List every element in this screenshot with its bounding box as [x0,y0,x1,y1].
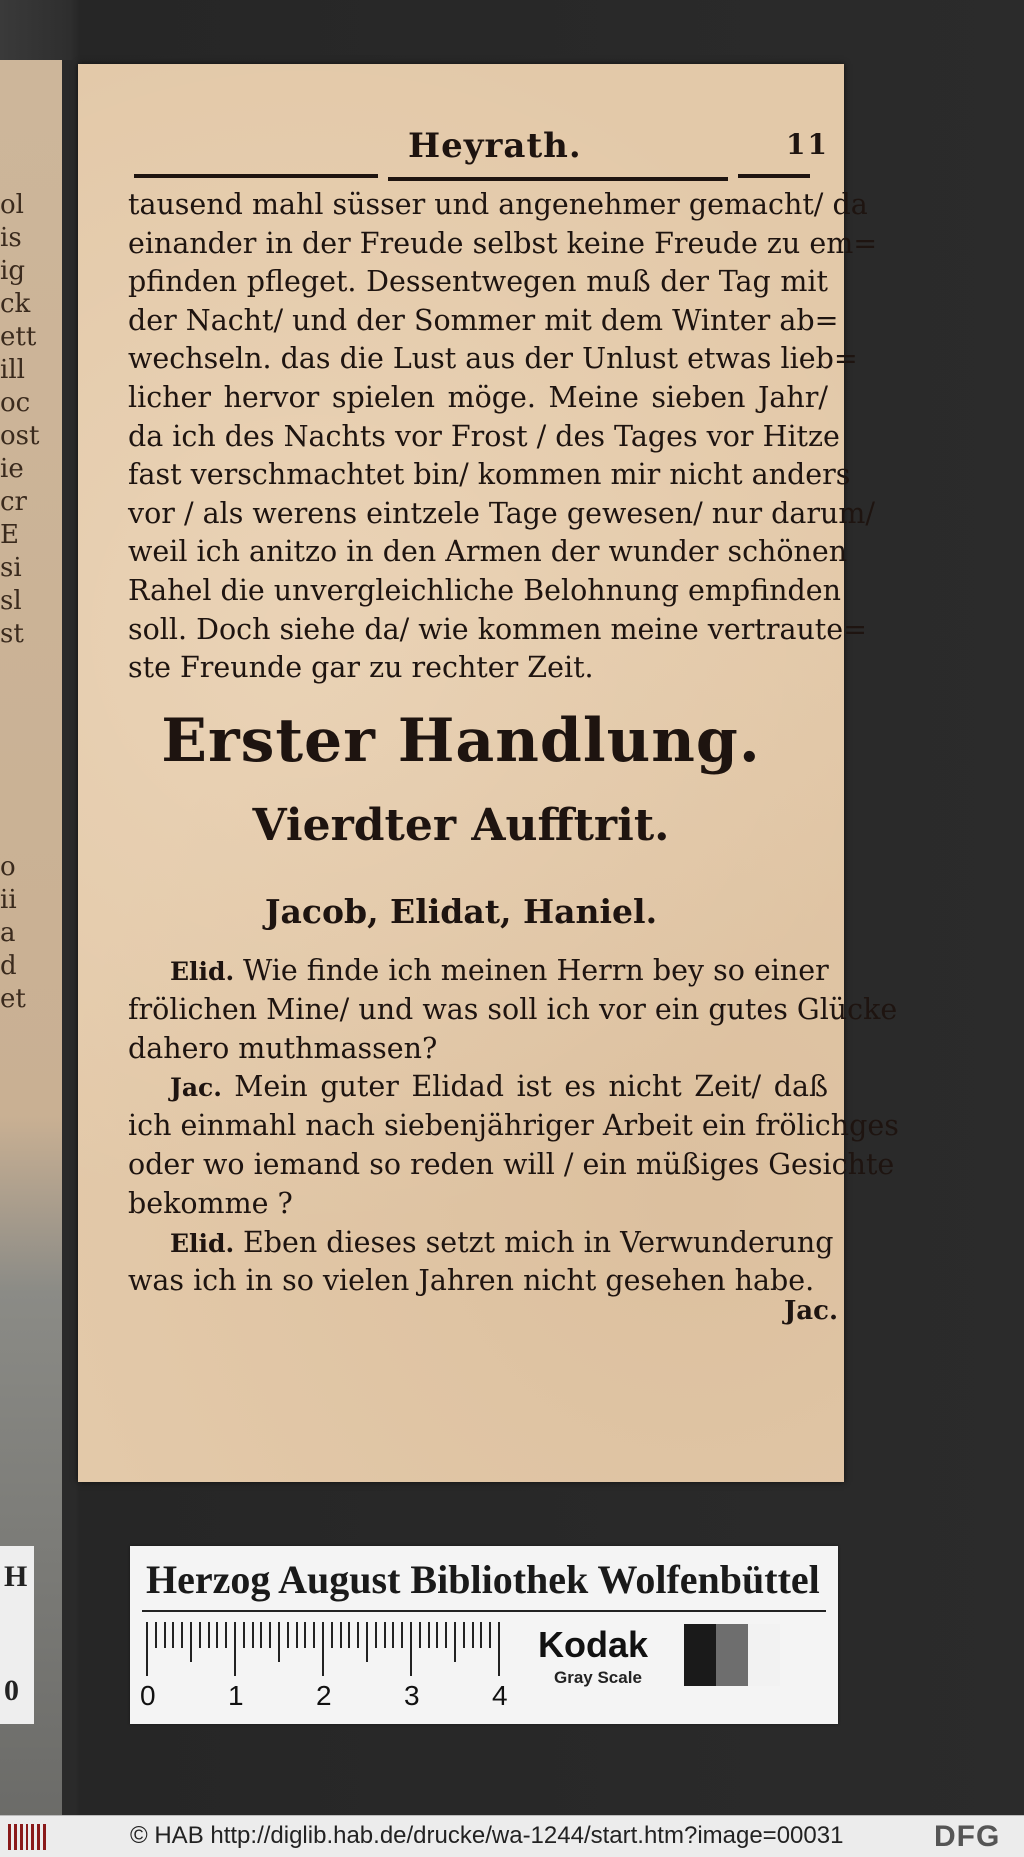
dialogue-line [128,1224,834,1263]
ruler-tick [252,1622,254,1648]
text-line: weil ich anitzo in den Armen der wunder schönen [128,535,848,569]
ruler-tick [164,1622,166,1648]
facing-page-letter: si [0,553,22,583]
text-line: Rahel die unvergleichliche Belohnung empfinden [128,573,841,607]
library-name: Herzog August Bibliothek Wolfenbüttel [146,1557,820,1602]
facing-page-letter: E [0,520,19,550]
facing-page-letter: ett [0,322,37,352]
dialogue-line [128,1146,895,1185]
book-page [78,64,899,1482]
ruler-tick [243,1622,245,1648]
speech-text: oder wo iemand so reden will / ein müßiges Gesichte [128,1147,895,1181]
speaker-name: Elid. [170,957,243,986]
ruler-tick [269,1622,271,1648]
scale-card [130,1546,838,1724]
ruler-tick [498,1622,500,1676]
ruler-tick [472,1622,474,1648]
binding-gutter [62,60,76,1820]
ruler-tick [480,1622,482,1648]
kodak-logo: Kodak [538,1624,649,1665]
ruler-tick [208,1622,210,1648]
gray-swatch [684,1624,716,1686]
ruler-tick [348,1622,350,1648]
speech-text: ich einmahl nach siebenjähriger Arbeit ein frölichges [128,1109,899,1143]
ruler-number: 0 [140,1680,156,1711]
ruler-tick [190,1622,192,1662]
ruler-tick [313,1622,315,1648]
facing-page-letter: ck [0,289,31,319]
text-line: soll. Doch siehe da/ wie kommen meine vertraute= [128,612,867,646]
ruler-tick [304,1622,306,1648]
ruler-number: 4 [492,1680,508,1711]
facing-page-letter: ig [0,256,25,286]
ruler-tick [410,1622,412,1676]
ruler [146,1622,506,1682]
ruler-tick [384,1622,386,1648]
ruler-tick [155,1622,157,1648]
facing-page-letter: et [0,984,26,1014]
text-line: vor / als werens eintzele Tage gewesen/ nur darum/ [128,496,875,530]
ruler-tick [401,1622,403,1648]
facing-page-letters [0,190,40,1017]
facing-page-letter: ill [0,355,25,385]
adjacent-card-letter: H [4,1560,28,1593]
facing-page-letter: st [0,619,24,649]
text-line: tausend mahl süsser und angenehmer gemacht/ da [128,188,868,221]
facing-page-letter: ost [0,421,40,451]
ruler-number: 1 [228,1680,244,1711]
character-list: Jacob, Elidat, Haniel. [264,892,658,931]
ruler-tick [172,1622,174,1648]
speaker-name: Elid. [170,1228,243,1258]
act-heading: Erster Handlung. [161,706,761,776]
ruler-tick [436,1622,438,1648]
facing-page-letter: cr [0,487,27,517]
ruler-tick [287,1622,289,1648]
speech-text: Wie finde ich meinen Herrn bey so einer [242,954,829,987]
facing-page-letter: is [0,223,22,253]
ruler-tick [419,1622,421,1648]
ruler-tick [199,1622,201,1648]
ruler-tick [331,1622,333,1648]
head-rule-left [134,174,378,178]
barcode-icon [8,1824,46,1850]
speech-text: Eben dieses setzt mich in Verwunderung [242,1225,834,1259]
text-line: wechseln. das die Lust aus der Unlust etwas lieb= [128,342,858,376]
gray-scale-label: Gray Scale [554,1668,642,1687]
dialogue [128,952,899,1301]
ruler-tick [296,1622,298,1648]
ruler-tick [463,1622,465,1648]
gray-swatches [684,1624,784,1686]
adjacent-card-edge [0,1546,34,1724]
ruler-tick [375,1622,377,1648]
card-divider [142,1610,826,1612]
text-line: der Nacht/ und der Sommer mit dem Winter ab= [128,303,839,337]
text-line: da ich des Nachts vor Frost / des Tages vor Hitze [128,419,840,453]
footer-bar [0,1815,1024,1857]
ruler-tick [322,1622,324,1676]
facing-page-letter: ol [0,190,24,220]
facing-page-letter: oc [0,388,31,418]
ruler-tick [392,1622,394,1648]
ruler-tick [216,1622,218,1648]
ruler-tick [234,1622,236,1676]
facing-page-letter: sl [0,586,22,616]
body-paragraph [128,186,878,688]
dialogue-line [128,1030,828,1069]
ruler-tick [181,1622,183,1648]
text-line: ste Freunde gar zu rechter Zeit. [128,651,594,685]
facing-page-letter: o [0,852,16,882]
ruler-tick [428,1622,430,1648]
speech-text: frölichen Mine/ und was soll ich vor ein gutes Glücke [128,992,898,1026]
ruler-tick [225,1622,227,1648]
ruler-tick [366,1622,368,1662]
speech-text: bekomme ? [128,1186,293,1220]
ruler-numbers [140,1680,520,1720]
dialogue-line [128,991,898,1030]
dialogue-line [128,1185,828,1224]
text-line: fast verschmachtet bin/ kommen mir nicht anders [128,458,851,492]
head-rule-middle [388,177,728,181]
text-line: licher hervor spielen möge. Meine sieben Jahr/ [128,380,828,414]
copyright-link[interactable]: © HAB http://diglib.hab.de/drucke/wa-1244/start.htm?image=00031 [130,1822,844,1849]
speech-text: Mein guter Elidad ist es nicht Zeit/ daß [234,1070,828,1104]
dialogue-line [128,1107,899,1146]
speaker-name: Jac. [170,1073,235,1103]
speech-text: dahero muthmassen? [128,1031,438,1065]
head-rule-right [738,174,810,178]
ruler-tick [454,1622,456,1662]
ruler-tick [146,1622,148,1676]
ruler-tick [357,1622,359,1648]
facing-page-letter: ii [0,885,17,915]
dialogue-line [128,952,828,991]
speech-text: was ich in so vielen Jahren nicht gesehen habe. [128,1264,815,1298]
ruler-tick [445,1622,447,1648]
ruler-number: 3 [404,1680,420,1711]
text-line: pfinden pfleget. Dessentwegen muß der Tag mit [128,265,828,299]
dfg-logo: DFG [934,1820,1001,1853]
catchword: Jac. [784,1296,839,1326]
scene-heading: Vierdter Aufftrit. [252,800,670,851]
facing-page-letter: ie [0,454,24,484]
ruler-tick [260,1622,262,1648]
facing-page-letter: d [0,951,17,981]
ruler-tick [278,1622,280,1662]
ruler-tick [489,1622,491,1648]
page-number: 11 [786,128,829,161]
adjacent-card-letter: 0 [4,1674,19,1707]
dialogue-line [128,1262,828,1301]
gray-swatch [748,1624,780,1686]
ruler-tick [340,1622,342,1648]
dialogue-line [128,1068,828,1107]
gray-swatch [716,1624,748,1686]
text-line: einander in der Freude selbst keine Freude zu em= [128,226,878,260]
running-head: Heyrath. [408,126,582,166]
ruler-number: 2 [316,1680,332,1711]
facing-page-letter: a [0,918,16,948]
facing-page-gap [0,652,24,852]
